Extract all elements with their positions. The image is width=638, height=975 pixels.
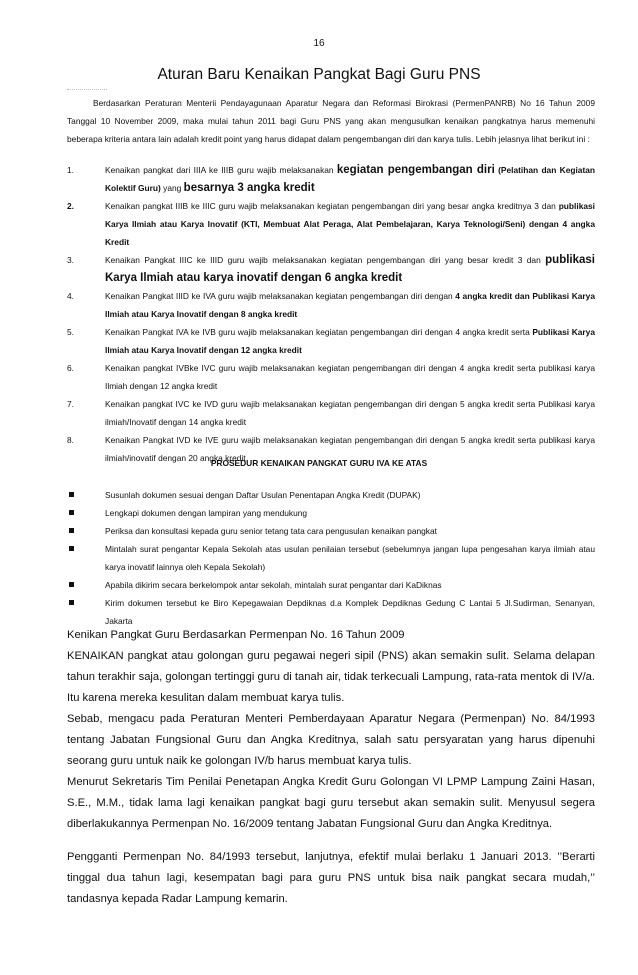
page-number: 16 <box>313 38 325 49</box>
article-heading: Kenikan Pangkat Guru Berdasarkan Permenpan No. 16 Tahun 2009 <box>67 629 405 641</box>
list-item <box>67 486 595 504</box>
procedure-text: Mintalah surat pengantar Kepala Sekolah atas usulan penilaian tersebut (sebelumnya jangan lupa pengesahan karya ilmiah atau karya inovatif lainnya oleh Kepala Sekolah) <box>105 544 595 572</box>
list-item <box>67 540 595 576</box>
article-paragraph: Pengganti Permenpan No. 84/1993 tersebut, lanjutnya, efektif mulai berlaku 1 Januari 2013. ’’Berarti tinggal dua tahun lagi, kesempatan bagi para guru PNS untuk bisa naik pangkat secara mudah,’’ tandasnya kepada Radar Lampung kemarin. <box>67 851 595 905</box>
list-item <box>67 504 595 522</box>
procedure-text: Susunlah dokumen sesuai dengan Daftar Usulan Penentapan Angka Kredit (DUPAK) <box>105 490 421 500</box>
list-item <box>67 395 595 431</box>
list-item <box>67 522 595 540</box>
list-number: 6. <box>67 363 74 373</box>
bullet-square-icon <box>69 546 74 551</box>
list-number: 7. <box>67 399 74 409</box>
rule-emphasis: besarnya 3 angka kredit <box>183 182 315 194</box>
bullet-square-icon <box>69 582 74 587</box>
rule-emphasis: (Pelatihan dan Kegiatan Kolektif Guru) <box>105 165 596 193</box>
list-number: 4. <box>67 291 74 301</box>
article-paragraph: KENAIKAN pangkat atau golongan guru pegawai negeri sipil (PNS) akan semakin sulit. Selama delapan tahun terakhir saja, golongan tertinggi guru di tanah air, tidak terkecuali Lampung, rata-rata mentok di IV/a. Itu karena mereka kesulitan dalam membuat karya tulis. <box>67 650 595 704</box>
article-body-continued <box>67 847 595 910</box>
list-number: 2. <box>67 201 74 211</box>
list-item <box>67 197 595 251</box>
rule-emphasis: 4 angka kredit dan Publikasi Karya Ilmiah atau Karya Inovatif dengan 8 angka kredit <box>105 291 595 319</box>
procedure-text: Periksa dan konsultasi kepada guru senior tetang tata cara pengusulan kenaikan pangkat <box>105 526 437 536</box>
rule-text: Kenaikan pangkat IVBke IVC guru wajib melaksanakan kegiatan pengembangan diri dengan 4 angka kredit serta publikasi karya Ilmiah dengan 12 angka kredit <box>105 363 595 391</box>
procedure-list <box>67 486 595 630</box>
list-item <box>67 323 595 359</box>
rule-text: Kenaikan Pangkat IVD ke IVE guru wajib melaksanakan kegiatan pengembangan diri dengan 5 angka kredit serta publikasi karya ilmiah/inovatif dengan 20 angka kredit <box>105 435 595 463</box>
list-item <box>67 161 595 197</box>
rules-list <box>67 161 595 467</box>
article-paragraph: Sebab, mengacu pada Peraturan Menteri Pemberdayaan Aparatur Negara (Permenpan) No. 84/1993 tentang Jabatan Fungsional Guru dan Angka Kreditnya, salah satu persyaratan yang harus dipenuhi seorang guru untuk naik ke golongan IV/b harus membuat karya tulis. <box>67 713 595 767</box>
intro-paragraph: Berdasarkan Peraturan Menterii Pendayagunaan Aparatur Negara dan Reformasi Birokrasi (PermenPANRB) No 16 Tahun 2009 Tanggal 10 November 2009, maka mulai tahun 2011 bagi Guru PNS yang akan mengusulkan kenaikan pangkatnya harus memenuhi beberapa kriteria antara lain adalah kredit point yang harus didapat dalam pengembangan diri dan karya tulis. Lebih jelasnya lihat berikut ini : <box>67 98 595 144</box>
list-number: 8. <box>67 435 74 445</box>
page-title: Aturan Baru Kenaikan Pangkat Bagi Guru PNS <box>157 66 481 83</box>
rule-text: Kenaikan Pangkat IIIC ke IIID guru wajib melaksanakan kegiatan pengembangan diri yang besar kredit 3 dan <box>105 255 546 265</box>
rule-text: Kenaikan Pangkat IVA ke IVB guru wajib melaksanakan kegiatan pengembangan diri dengan 4 angka kredit serta <box>105 327 533 337</box>
article-body <box>67 625 595 835</box>
bullet-square-icon <box>69 600 74 605</box>
rule-text: yang <box>160 183 184 193</box>
procedure-text: Kirim dokumen tersebut ke Biro Kepegawaian Depdiknas d.a Komplek Depdiknas Gedung C Lantai 5 Jl.Sudirman, Senanyan, Jakarta <box>105 598 595 626</box>
rule-text: Kenaikan pangkat dari IIIA ke IIIB guru wajib melaksanakan <box>105 165 337 175</box>
bullet-square-icon <box>69 510 74 515</box>
list-item <box>67 287 595 323</box>
divider <box>67 89 107 90</box>
list-item <box>67 251 595 287</box>
bullet-square-icon <box>69 528 74 533</box>
rule-text: Kenaikan Pangkat IIID ke IVA guru wajib melaksanakan kegiatan pengembangan diri dengan <box>105 291 456 301</box>
rule-text: Kenaikan pangkat IIIB ke IIIC guru wajib melaksanakan kegiatan pengembangan diri yang besar angka kreditnya 3 dan <box>105 201 559 211</box>
article-paragraph: Menurut Sekretaris Tim Penilai Penetapan Angka Kredit Guru Golongan VI LPMP Lampung Zaini Hasan, S.E., M.M., tidak lama lagi kenaikan pangkat bagi guru tersebut akan semakin sulit. Menyusul segera diberlakukannya Permenpan No. 16/2009 tentang Jabatan Fungsional Guru dan Angka Kreditnya. <box>67 776 595 830</box>
rule-emphasis: publikasi Karya Ilmiah atau karya inovatif dengan 6 angka kredit <box>105 254 595 284</box>
procedure-heading: PROSEDUR KENAIKAN PANGKAT GURU IVA KE ATAS <box>210 458 428 468</box>
bullet-square-icon <box>69 492 74 497</box>
rule-emphasis: kegiatan pengembangan diri <box>336 164 495 176</box>
procedure-text: Lengkapi dokumen dengan lampiran yang mendukung <box>105 508 308 518</box>
rule-emphasis: Publikasi Karya Ilmiah atau Karya Inovatif dengan 12 angka kredit <box>105 327 595 355</box>
list-number: 1. <box>67 165 74 175</box>
list-number: 5. <box>67 327 74 337</box>
list-item <box>67 576 595 594</box>
list-number: 3. <box>67 255 74 265</box>
rule-emphasis: publikasi Karya Ilmiah atau Karya Inovatif (KTI, Membuat Alat Peraga, Alat Pembelajaran, Karya Teknologi/Seni) dengan 4 angka Kredit <box>105 201 595 247</box>
procedure-text: Apabila dikirim secara berkelompok antar sekolah, mintalah surat pengantar dari KaDiknas <box>105 580 442 590</box>
rule-text: Kenaikan pangkat IVC ke IVD guru wajib melaksanakan kegiatan pengembangan diri dengan 5 angka kredit serta Publikasi karya ilmiah/Inovatif dengan 14 angka kredit <box>105 399 595 427</box>
list-item <box>67 359 595 395</box>
